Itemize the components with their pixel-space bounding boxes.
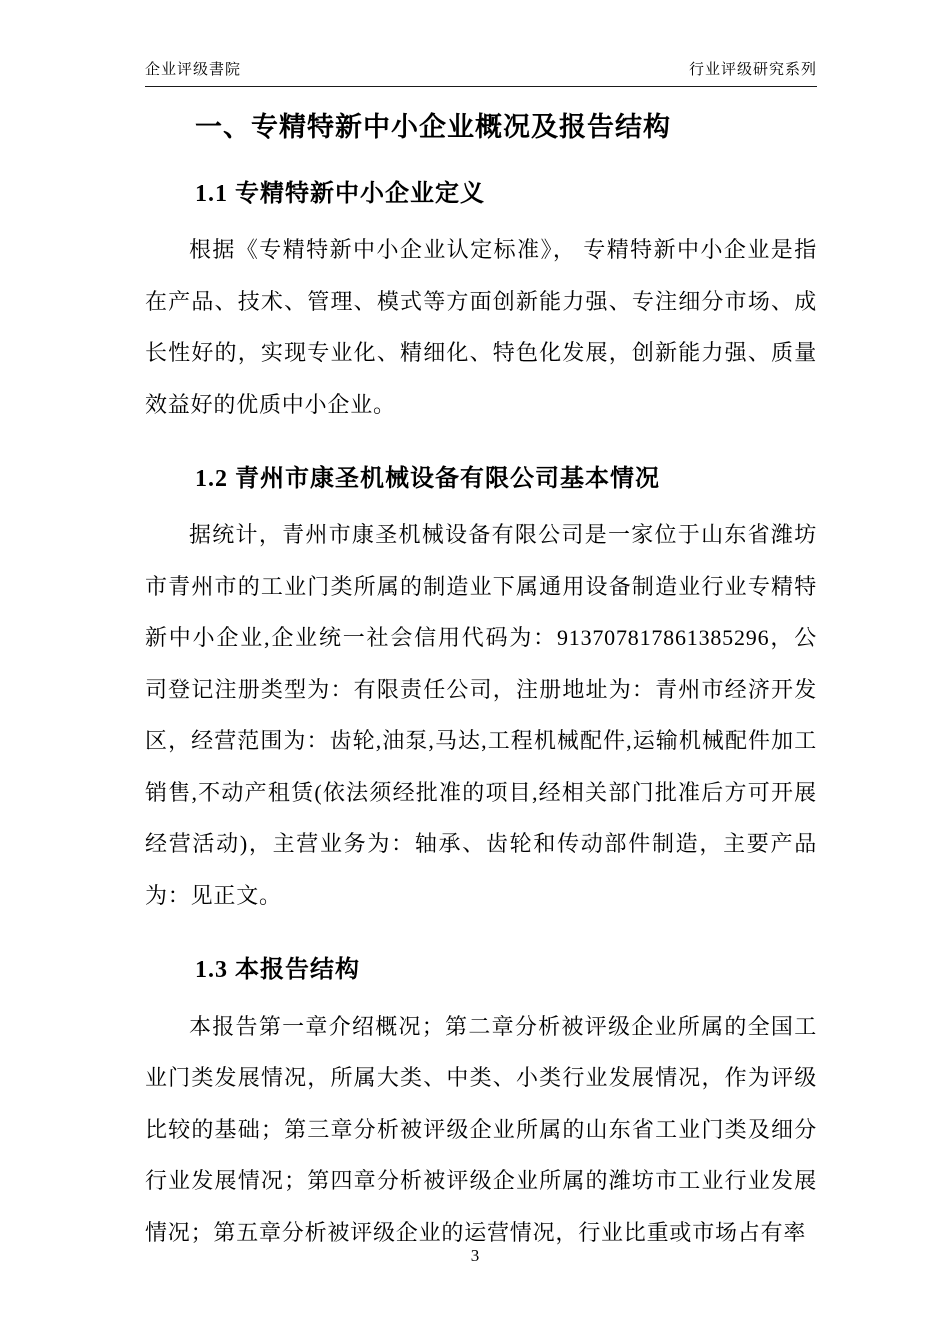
section-paragraph-1-2: 据统计，青州市康圣机械设备有限公司是一家位于山东省潍坊市青州市的工业门类所属的制造业下属通用设备制造业行业专精特新中小企业,企业统一社会信用代码为：913707817861385296，公司登记注册类型为：有限责任公司，注册地址为：青州市经济开发区，经营范围为：齿轮,油泵,马达,工程机械配件,运输机械配件加工销售,不动产租赁(依法须经批准的项目,经相关部门批准后方可开展经营活动)，主营业务为：轴承、齿轮和传动部件制造，主要产品为：见正文。 [145, 522, 817, 908]
section-paragraph-1-3: 本报告第一章介绍概况；第二章分析被评级企业所属的全国工业门类发展情况，所属大类、中类、小类行业发展情况，作为评级比较的基础；第三章分析被评级企业所属的山东省工业门类及细分行业发展情况；第四章分析被评级企业所属的潍坊市工业行业发展情况；第五章分析被评级企业的运营情况，行业比重或市场占有率 [145, 1013, 817, 1245]
section-heading-1-3: 1.3 本报告结构 [195, 957, 360, 984]
page-number: 3 [470, 1246, 480, 1265]
header-left-text: 企业评级書院 [145, 62, 242, 78]
chapter-title: 一、专精特新中小企业概况及报告结构 [195, 112, 671, 142]
header-right-text: 行业评级研究系列 [688, 62, 817, 78]
section-heading-1-2: 1.2 青州市康圣机械设备有限公司基本情况 [195, 466, 660, 493]
running-header [145, 58, 817, 87]
section-heading-1-1: 1.1 专精特新中小企业定义 [195, 181, 485, 208]
section-paragraph-1-1: 根据《专精特新中小企业认定标准》， 专精特新中小企业是指在产品、技术、管理、模式等方面创新能力强、专注细分市场、成长性好的，实现专业化、精细化、特色化发展，创新能力强、质量效益好的优质中小企业。 [145, 237, 817, 417]
